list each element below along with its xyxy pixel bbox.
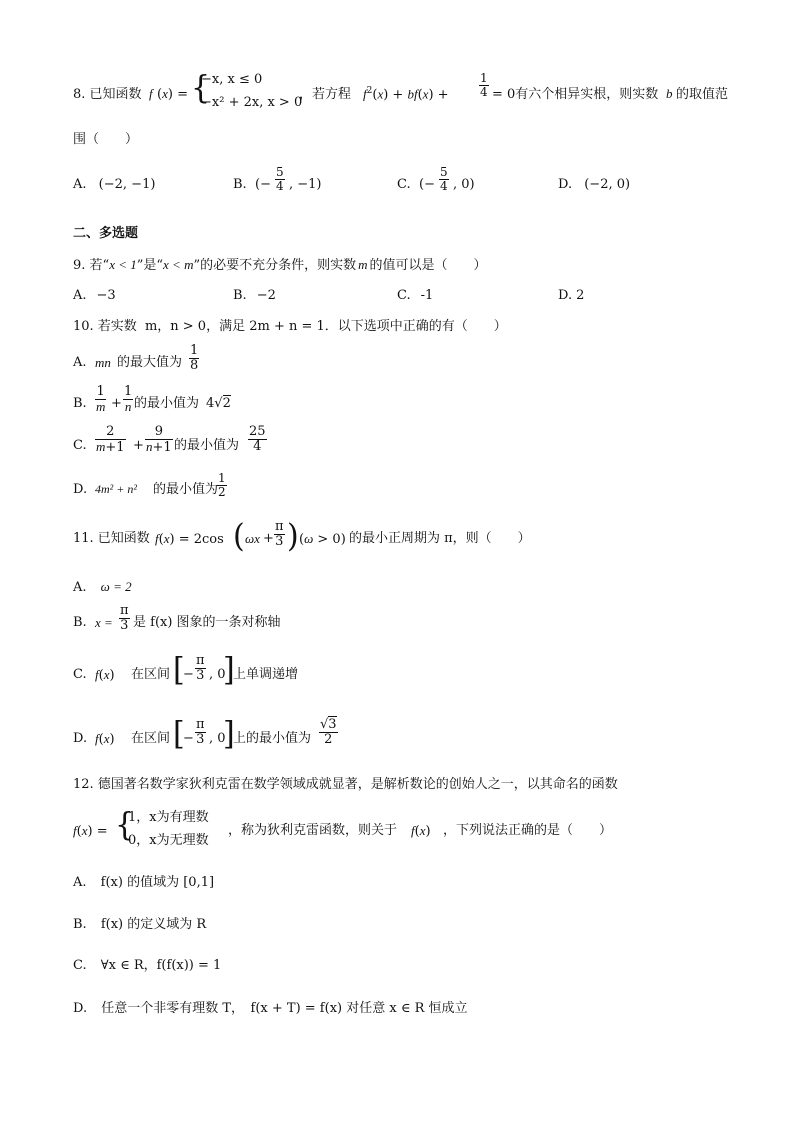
q11-prefix: 11. 已知函数 <box>73 531 150 546</box>
option-text: 的最小值为 <box>153 482 219 497</box>
q8-eq-tail: = 0有六个相异实根，则实数 <box>492 87 659 102</box>
q8-option-a[interactable] <box>73 178 155 191</box>
interval-end: , 0 <box>209 731 226 746</box>
option-text: −3 <box>96 288 116 303</box>
q8-middle: ，若方程 <box>299 87 352 102</box>
q9-mid: ”是“ <box>136 258 164 273</box>
q11-tail: 的最小正周期为 π，则（ ） <box>349 531 531 546</box>
option-math: mn <box>95 355 111 370</box>
option-letter: D. <box>558 177 573 192</box>
option-text: 的最小值为 <box>134 396 200 411</box>
q12-case1: 1，x为有理数 <box>128 810 209 825</box>
frac-25-4: $\frac{25}{4}$ <box>249 424 266 455</box>
paren-left: ( <box>233 518 245 555</box>
q8-equation: $f^2(x) + bf(x)$ + <box>363 86 449 103</box>
minus-sign: − <box>183 667 194 682</box>
plus-sign: + <box>111 396 122 411</box>
section-title: 二、多选题 <box>73 226 139 241</box>
q10-stem <box>73 320 507 333</box>
q8-var-b: b <box>666 86 673 101</box>
q8-case1: −x, x ≤ 0 <box>201 72 263 87</box>
bracket-left: [ <box>173 652 185 689</box>
q9-var: m <box>358 257 368 272</box>
option-letter: A. <box>73 580 87 595</box>
bracket-left: [ <box>173 716 185 753</box>
plus-sign: + <box>263 531 274 546</box>
q9-option-c[interactable] <box>397 289 433 302</box>
frac-pi-3: $\frac{\pi}{3}$ <box>196 717 205 748</box>
option-text: 在区间 <box>131 731 171 746</box>
q12-case2: 0，x为无理数 <box>128 833 209 848</box>
option-text: f(x) 的值域为 [0,1] <box>100 875 215 890</box>
frac-9-n1: $\frac{9}{n+1}$ <box>146 424 172 456</box>
option-math-tail: , −1) <box>289 177 322 192</box>
q12-option-d[interactable] <box>73 1002 468 1015</box>
option-letter: A. <box>73 875 87 890</box>
q11-cond: (ω > 0) <box>299 531 346 547</box>
option-letter: C. <box>73 958 87 973</box>
interval-end: , 0 <box>209 667 226 682</box>
option-text: f(x) 的定义域为 R <box>100 917 207 932</box>
option-tail: 上的最小值为 <box>233 731 312 746</box>
frac-1-m: $\frac{1}{m}$ <box>96 384 106 415</box>
option-text: ∀x ∈ R，f(f(x)) = 1 <box>100 958 222 973</box>
option-math: (− <box>255 177 271 192</box>
option-letter: B. <box>73 917 87 932</box>
option-letter: B. <box>233 288 247 303</box>
q9-tail2: 的值可以是（ ） <box>369 258 487 273</box>
plus-sign: + <box>133 438 144 453</box>
q8-case2: −x² + 2x, x > 0 <box>201 95 303 110</box>
option-text: ω = 2 <box>100 579 132 594</box>
bracket-right: ] <box>223 652 235 689</box>
option-letter: C. <box>397 288 411 303</box>
q8-brace: { <box>191 70 211 107</box>
option-math: f(x) <box>95 731 115 747</box>
q9-option-d[interactable] <box>558 289 584 302</box>
q11-function: f(x) = 2cos <box>155 531 224 547</box>
paren-right: ) <box>287 518 299 555</box>
option-letter: B. <box>73 396 87 411</box>
q12-fx-ref: f(x) <box>411 823 431 839</box>
q9-tail: ”的必要不充分条件，则实数 <box>193 258 357 273</box>
option-letter: C. <box>397 177 411 192</box>
option-math: (− <box>419 177 435 192</box>
q9-prefix: 9. 若“ <box>73 258 110 273</box>
option-letter: A. <box>73 355 87 370</box>
frac-pi-3: $\frac{\pi}{3}$ <box>196 653 205 684</box>
option-letter: A. <box>73 288 87 303</box>
option-math-tail: , 0) <box>453 177 475 192</box>
q8-option-d[interactable] <box>558 178 630 191</box>
option-letter: D. <box>73 482 88 497</box>
q9-cond2: x < m <box>163 257 194 272</box>
q11-omega-x: ωx <box>245 531 260 546</box>
option-text: 是 f(x) 图象的一条对称轴 <box>133 615 281 630</box>
option-text: 任意一个非零有理数 T， f(x + T) = f(x) 对任意 x ∈ R 恒成立 <box>101 1001 468 1016</box>
bracket-right: ] <box>223 716 235 753</box>
option-letter: D. <box>73 731 88 746</box>
q12-option-c[interactable] <box>73 959 221 972</box>
option-letter: C. <box>73 667 87 682</box>
minus-sign: − <box>183 731 194 746</box>
q8-frac-quarter: $\frac{1}{4}$ <box>480 71 488 100</box>
option-letter: A. <box>73 177 87 192</box>
option-letter: C. <box>73 438 87 453</box>
q9-cond1: x < 1 <box>109 257 137 272</box>
frac-1-2: $\frac{1}{2}$ <box>218 471 226 500</box>
q12-fx: f(x) = <box>73 823 108 839</box>
option-text: 在区间 <box>131 667 171 682</box>
frac-5-4: $\frac{5}{4}$ <box>440 165 448 194</box>
q9-option-a[interactable] <box>73 289 116 302</box>
option-text: 的最小值为 <box>174 438 240 453</box>
q10-prefix: 10. 若实数 <box>73 319 137 334</box>
option-text: −2 <box>256 288 276 303</box>
q9-option-b[interactable] <box>233 289 276 302</box>
q8-tail2: 的取值范 <box>676 87 729 102</box>
frac-1-8: $\frac{1}{8}$ <box>190 343 199 374</box>
option-letter: B. <box>233 177 247 192</box>
frac-pi-3: $\frac{\pi}{3}$ <box>120 603 129 634</box>
option-text: 的最大值为 <box>117 355 183 370</box>
option-letter: D. <box>73 1001 88 1016</box>
frac-sqrt3-2: $\frac{√3}{2}$ <box>320 717 337 748</box>
q12-option-b[interactable] <box>73 918 206 931</box>
frac-2-m1: $\frac{2}{m+1}$ <box>96 424 125 456</box>
option-text: (−2, 0) <box>584 177 631 192</box>
option-tail: 上单调递增 <box>233 667 299 682</box>
q12-tail: ，称为狄利克雷函数，则关于 <box>228 823 398 838</box>
q12-brace: { <box>115 807 135 844</box>
q8-line2: 围（ ） <box>73 132 139 147</box>
option-value: 4√2 <box>206 396 231 411</box>
option-math: f(x) <box>95 667 115 683</box>
q11-option-a[interactable] <box>73 580 132 594</box>
option-math: 4m² + n² <box>95 482 137 496</box>
option-text: 2 <box>576 288 585 303</box>
q12-tail2: ，下列说法正确的是（ ） <box>443 823 613 838</box>
frac-5-4: $\frac{5}{4}$ <box>276 165 284 194</box>
q8-fx-arg: (x) = <box>157 86 188 102</box>
frac-pi-3: $\frac{\pi}{3}$ <box>275 519 284 550</box>
q10-body: m，n > 0，满足 2m + n = 1．以下选项中正确的有（ ） <box>144 319 507 334</box>
q8-prefix: 8. 已知函数 <box>73 87 142 102</box>
option-math: x = <box>95 615 113 630</box>
option-text: -1 <box>420 288 434 303</box>
frac-1-n: $\frac{1}{n}$ <box>124 384 133 415</box>
q12-option-a[interactable] <box>73 876 214 889</box>
q12-line1: 12. 德国著名数学家狄利克雷在数学领域成就显著，是解析数论的创始人之一，以其命名的函数 <box>73 777 618 792</box>
option-letter: B. <box>73 615 87 630</box>
q8-fx: f <box>149 86 153 101</box>
option-text: (−2, −1) <box>98 177 156 192</box>
option-letter: D. <box>558 288 573 303</box>
q9-stem <box>73 258 487 272</box>
